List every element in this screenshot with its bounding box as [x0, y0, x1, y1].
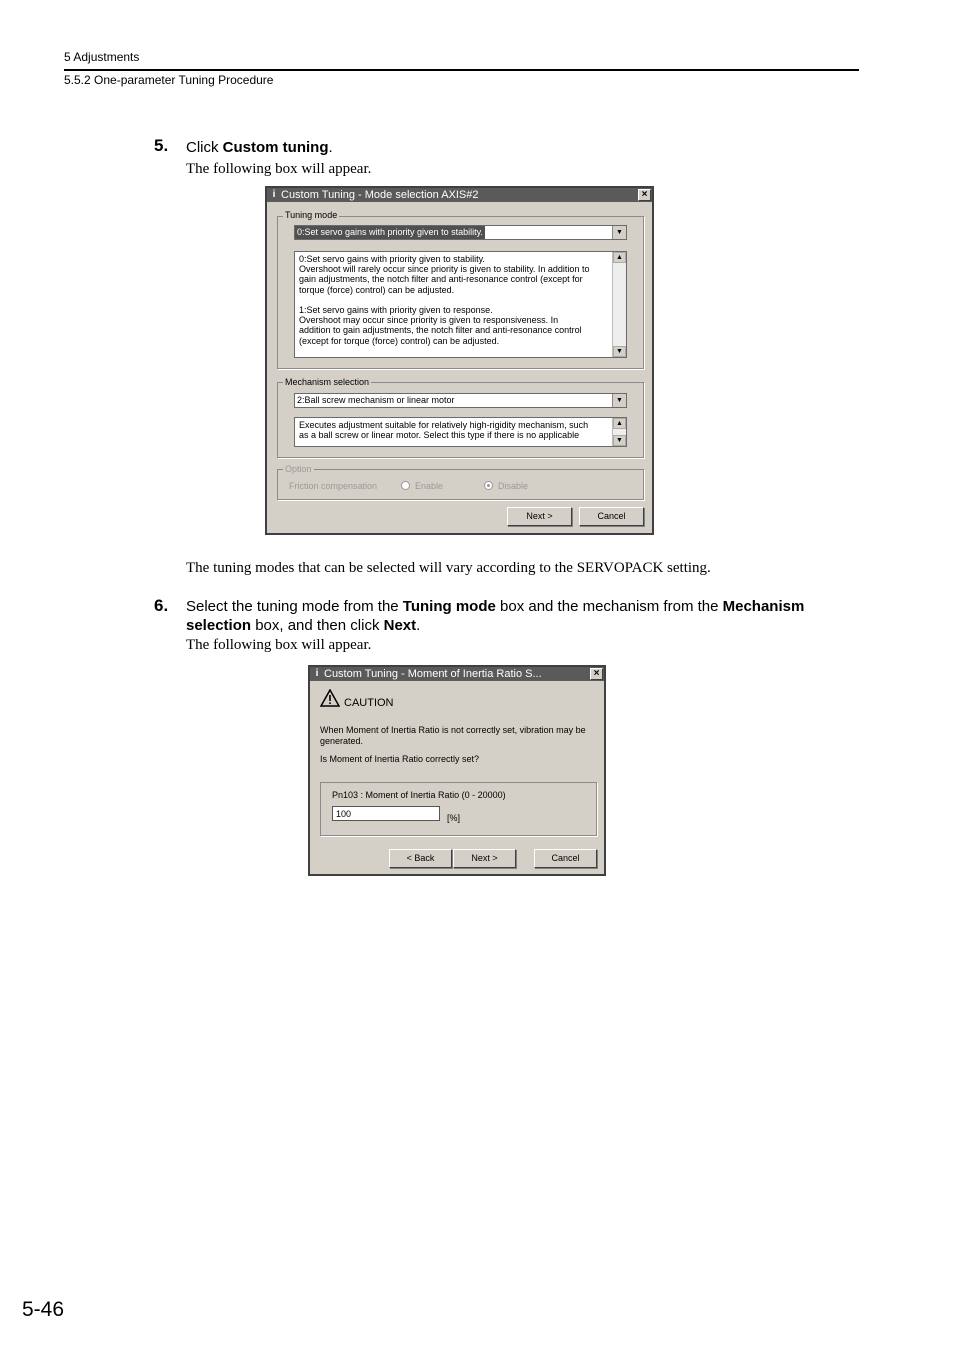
page-number: 5-46 [22, 1298, 65, 1321]
tuning-mode-note: The tuning modes that can be selected will vary according to the SERVOPACK setting. [186, 560, 711, 576]
chevron-down-icon[interactable]: ▼ [612, 394, 626, 407]
description-line: Overshoot will rarely occur since priority is given to stability. In addition to [299, 264, 590, 275]
tuning-mode-description[interactable] [294, 251, 627, 358]
caution-heading: CAUTION [344, 697, 394, 709]
radio-selected-icon [484, 481, 493, 490]
description-line: addition to gain adjustments, the notch filter and anti-resonance control [299, 325, 582, 336]
description-line: 0:Set servo gains with priority given to stability. [299, 254, 485, 264]
description-line: Executes adjustment suitable for relatively high-rigidity mechanism, such [299, 420, 589, 430]
cancel-button[interactable]: Cancel [579, 507, 644, 526]
scroll-down-icon[interactable]: ▼ [613, 435, 626, 446]
mode-selection-dialog [265, 186, 654, 535]
description-scrollbar[interactable] [612, 252, 626, 357]
mechanism-scrollbar[interactable] [612, 418, 626, 446]
app-icon: i [272, 189, 276, 200]
step-5-text: Click Custom tuning. [186, 139, 333, 156]
custom-tuning-label: Custom tuning [222, 139, 329, 156]
tuning-mode-dropdown[interactable] [294, 225, 627, 240]
unit-label: [%] [447, 813, 461, 823]
step-6-following-text: The following box will appear. [186, 637, 372, 653]
header-rule [64, 69, 859, 71]
tuning-mode-selected: 0:Set servo gains with priority given to stability. [297, 227, 483, 237]
chevron-down-icon[interactable]: ▼ [612, 226, 626, 239]
dialog-title: Custom Tuning - Moment of Inertia Ratio S... [324, 668, 542, 680]
next-button[interactable]: Next > [453, 849, 516, 868]
description-line: Overshoot may occur since priority is given to responsiveness. In [299, 315, 559, 326]
enable-radio[interactable]: Enable [401, 481, 443, 491]
description-spacer [299, 295, 610, 305]
back-button[interactable]: < Back [389, 849, 452, 868]
question-text: Is Moment of Inertia Ratio correctly set? [320, 754, 480, 764]
cancel-button[interactable]: Cancel [534, 849, 597, 868]
description-line: gain adjustments, the notch filter and anti-resonance control (except for [299, 274, 583, 285]
warning-text: When Moment of Inertia Ratio is not correctly set, vibration may be generated. [320, 725, 586, 746]
mechanism-label: Mechanism selection [285, 377, 370, 387]
next-button[interactable]: Next > [507, 507, 572, 526]
radio-icon [401, 481, 410, 490]
warning-icon [320, 689, 340, 707]
parameter-label: Pn103 : Moment of Inertia Ratio (0 - 20000) [332, 790, 506, 800]
close-icon[interactable]: × [590, 668, 603, 680]
mechanism-description[interactable] [294, 417, 627, 447]
app-icon: i [315, 668, 319, 679]
option-label: Option [285, 464, 312, 474]
step-5-number: 5. [154, 136, 169, 155]
scroll-down-icon[interactable]: ▼ [613, 346, 626, 357]
step-6-number: 6. [154, 596, 169, 615]
friction-compensation-label: Friction compensation [289, 481, 378, 491]
step-6-text: Select the tuning mode from the Tuning mode box and the mechanism from the Mechanism selection box, and then click Next. [186, 598, 805, 634]
chapter-header: 5 Adjustments [64, 50, 140, 64]
section-header: 5.5.2 One-parameter Tuning Procedure [64, 73, 274, 87]
disable-radio[interactable]: Disable [484, 481, 528, 491]
description-line: 1:Set servo gains with priority given to response. [299, 305, 493, 315]
description-line: as a ball screw or linear motor. Select this type if there is no applicable [299, 430, 580, 441]
description-line: torque (force) control) can be adjusted. [299, 284, 455, 295]
tuning-mode-label: Tuning mode [285, 210, 338, 220]
scroll-up-icon[interactable]: ▲ [613, 418, 626, 429]
mechanism-selected: 2:Ball screw mechanism or linear motor [297, 395, 455, 405]
inertia-ratio-dialog [308, 665, 606, 876]
inertia-ratio-input[interactable]: 100 [332, 806, 440, 821]
close-icon[interactable]: × [638, 189, 651, 201]
dialog-title-bar [267, 188, 652, 202]
scroll-up-icon[interactable]: ▲ [613, 252, 626, 263]
description-line: (except for torque (force) control) can be adjusted. [299, 335, 500, 346]
dialog-title: Custom Tuning - Mode selection AXIS#2 [281, 189, 479, 201]
mechanism-dropdown[interactable] [294, 393, 627, 408]
dialog-title-bar [310, 667, 604, 681]
step-5-following-text: The following box will appear. [186, 161, 372, 177]
